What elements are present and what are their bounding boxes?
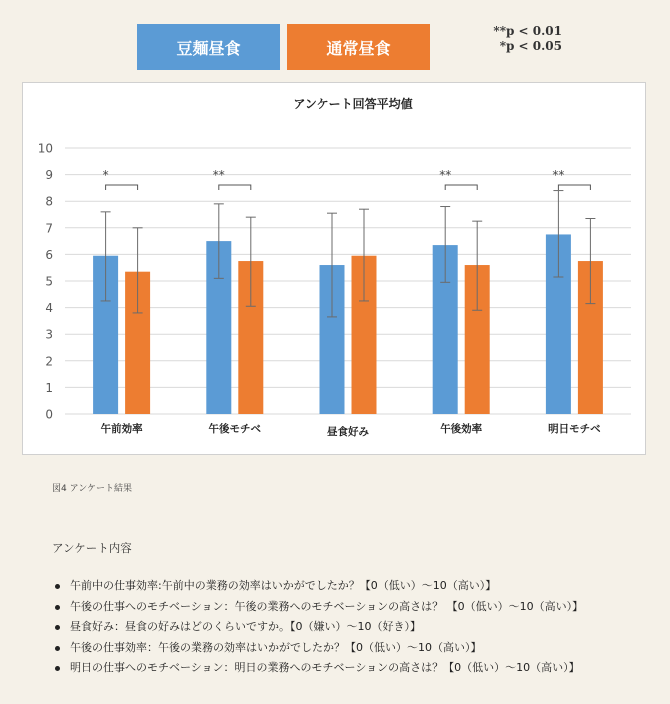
significance-bracket — [219, 185, 251, 190]
legend-series-a-label: 豆麺昼食 — [176, 38, 241, 58]
survey-item-list — [52, 576, 583, 679]
significance-marker: ** — [212, 168, 225, 182]
survey-item: 明日の仕事へのモチベーション：明日の業務へのモチベーションの高さは？【0（低い）～10（高い）】 — [52, 658, 583, 679]
x-category-label: 午前効率 — [100, 423, 143, 435]
significance-note — [480, 24, 562, 54]
y-tick-label: 6 — [45, 247, 53, 262]
x-category-label: 昼食好み — [327, 426, 369, 438]
significance-bracket — [445, 185, 477, 190]
significance-note-line1: **p < 0.01 — [493, 24, 562, 38]
y-tick-label: 10 — [37, 141, 53, 156]
x-category-label: 午後効率 — [440, 423, 483, 435]
bar-chart — [23, 83, 647, 456]
y-tick-label: 0 — [45, 407, 53, 422]
y-tick-label: 2 — [45, 354, 53, 369]
survey-title: アンケート内容 — [52, 541, 132, 555]
legend-series-a — [137, 24, 280, 70]
y-tick-label: 5 — [45, 274, 53, 289]
y-tick-label: 7 — [45, 221, 53, 236]
survey-item: 午後の仕事へのモチベーション：午後の業務へのモチベーションの高さは？ 【0（低い）～10（高い）】 — [52, 597, 583, 618]
chart-title: アンケート回答平均値 — [293, 97, 413, 111]
x-category-label: 午後モチベ — [208, 423, 262, 435]
y-tick-label: 4 — [45, 301, 53, 316]
y-tick-label: 1 — [45, 380, 53, 395]
y-tick-label: 3 — [45, 327, 53, 342]
figure-caption: 図4 アンケート結果 — [52, 484, 133, 494]
y-tick-label: 9 — [45, 168, 53, 183]
legend-series-b — [287, 24, 430, 70]
significance-marker: * — [102, 168, 109, 182]
survey-item: 昼食好み：昼食の好みはどのくらいですか。【0（嫌い）～10（好き）】 — [52, 617, 583, 638]
significance-note-line2: *p < 0.05 — [499, 39, 562, 53]
significance-bracket — [558, 185, 590, 190]
significance-marker: ** — [552, 168, 565, 182]
significance-marker: ** — [439, 168, 452, 182]
survey-item: 午前中の仕事効率:午前中の業務の効率はいかがでしたか？【0（低い）～10（高い）】 — [52, 576, 583, 597]
significance-bracket — [106, 185, 138, 190]
chart-panel — [22, 82, 646, 455]
legend-series-b-label: 通常昼食 — [326, 38, 391, 58]
y-tick-label: 8 — [45, 194, 53, 209]
survey-item: 午後の仕事効率：午後の業務の効率はいかがでしたか？【0（低い）～10（高い）】 — [52, 638, 583, 659]
x-category-label: 明日モチベ — [548, 423, 601, 435]
